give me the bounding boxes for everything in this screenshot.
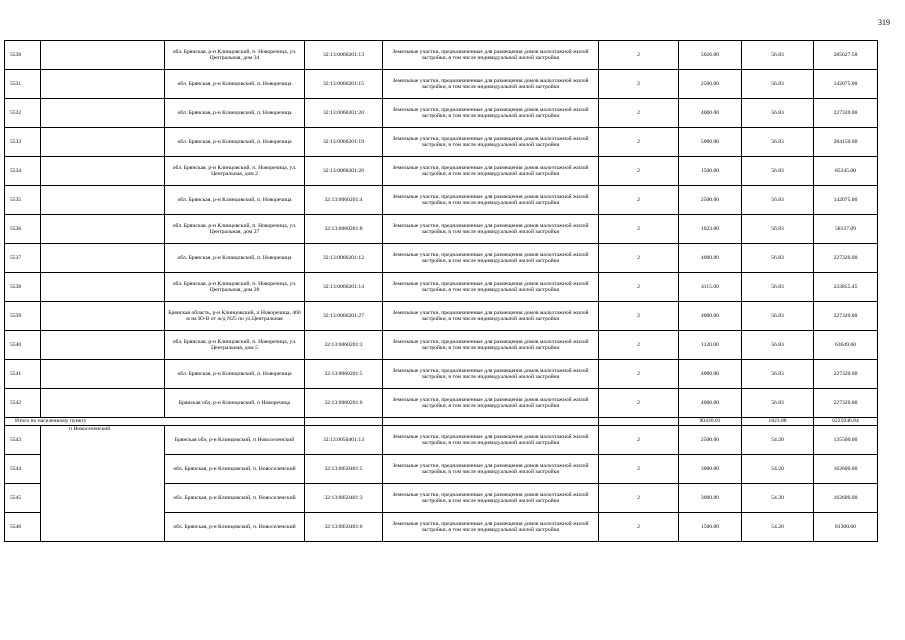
table-row bbox=[5, 331, 878, 360]
group-cell: 2 bbox=[599, 513, 679, 542]
subtotal-area: 90430.01 bbox=[679, 418, 742, 426]
address-cell: Брянская обл, р-н Клинцовский, п Новоселенский bbox=[165, 426, 305, 455]
address-cell: обл. Брянская, р-н Клинцовский, п. Новоречица bbox=[165, 360, 305, 389]
cadastral-number-cell: 32:13:0050401:6 bbox=[305, 513, 383, 542]
empty-cell bbox=[41, 128, 165, 157]
area-cell: 5000.00 bbox=[679, 128, 742, 157]
rate-cell: 56.83 bbox=[742, 186, 814, 215]
rate-cell: 54.20 bbox=[742, 426, 814, 455]
address-cell: Брянская обл, р-н Клинцовский, п Новоречица bbox=[165, 389, 305, 418]
area-cell: 1023.00 bbox=[679, 215, 742, 244]
subtotal-label: Итого по населенному пункту bbox=[5, 418, 305, 426]
row-number-cell: 5537 bbox=[5, 244, 41, 273]
cadastral-number-cell: 32:13:0060201:3 bbox=[305, 331, 383, 360]
subtotal-rate: 1823.88 bbox=[742, 418, 814, 426]
group-cell: 2 bbox=[599, 331, 679, 360]
address-cell: обл. Брянская, р-н Клинцовский, п. Новоречица, ул. Центральная, дом 28 bbox=[165, 273, 305, 302]
table-row bbox=[5, 302, 878, 331]
address-cell: обл. Брянская, р-н Клинцовский, п. Новоречица, ул. Центральная, дом 2 bbox=[165, 157, 305, 186]
area-cell: 4000.00 bbox=[679, 302, 742, 331]
cadastral-value-cell: 162600.00 bbox=[814, 484, 878, 513]
empty-cell bbox=[41, 157, 165, 186]
group-cell: 2 bbox=[599, 157, 679, 186]
cadastral-value-cell: 85245.00 bbox=[814, 157, 878, 186]
empty-cell bbox=[41, 302, 165, 331]
table-row bbox=[5, 360, 878, 389]
address-cell: обл. Брянская, р-н Клинцовский, п. Новоселенский bbox=[165, 484, 305, 513]
rate-cell: 56.83 bbox=[742, 128, 814, 157]
cadastral-value-cell: 227320.00 bbox=[814, 244, 878, 273]
cadastral-value-cell: 142075.00 bbox=[814, 186, 878, 215]
cadastral-value-cell: 227320.00 bbox=[814, 99, 878, 128]
cadastral-number-cell: 32:13:0060201:5 bbox=[305, 360, 383, 389]
cadastral-number-cell: 32:13:0060201:15 bbox=[305, 70, 383, 99]
rate-cell: 54.20 bbox=[742, 484, 814, 513]
group-cell: 2 bbox=[599, 426, 679, 455]
empty-cell bbox=[383, 418, 599, 426]
rate-cell: 56.83 bbox=[742, 273, 814, 302]
row-number-cell: 5545 bbox=[5, 484, 41, 513]
rate-cell: 56.83 bbox=[742, 360, 814, 389]
rate-cell: 56.83 bbox=[742, 215, 814, 244]
table-row bbox=[5, 70, 878, 99]
row-number-cell: 5533 bbox=[5, 128, 41, 157]
row-number-cell: 5535 bbox=[5, 186, 41, 215]
row-number-cell: 5540 bbox=[5, 331, 41, 360]
land-use-category-cell: Земельные участки, предназначенные для размещения домов малоэтажной жилой застройки, в том числе индивидуальной жилой застройки bbox=[383, 455, 599, 484]
table-row bbox=[5, 157, 878, 186]
area-cell: 2500.00 bbox=[679, 186, 742, 215]
cadastral-number-cell: 32:13:0060201:12 bbox=[305, 244, 383, 273]
land-use-category-cell: Земельные участки, предназначенные для размещения домов малоэтажной жилой застройки, в том числе индивидуальной жилой застройки bbox=[383, 244, 599, 273]
cadastral-number-cell: 32:13:0060201:19 bbox=[305, 128, 383, 157]
land-use-category-cell: Земельные участки, предназначенные для размещения домов малоэтажной жилой застройки, в том числе индивидуальной жилой застройки bbox=[383, 157, 599, 186]
cadastral-number-cell: 32:13:0060201:20 bbox=[305, 99, 383, 128]
empty-cell bbox=[41, 186, 165, 215]
land-use-category-cell: Земельные участки, предназначенные для размещения домов малоэтажной жилой застройки, в том числе индивидуальной жилой застройки bbox=[383, 273, 599, 302]
area-cell: 4000.00 bbox=[679, 360, 742, 389]
area-cell: 4000.00 bbox=[679, 389, 742, 418]
address-cell: обл. Брянская, р-н Клинцовский, п. Новоречица bbox=[165, 70, 305, 99]
cadastral-number-cell: 32:13:0060201:4 bbox=[305, 186, 383, 215]
cadastral-value-cell: 81300.00 bbox=[814, 513, 878, 542]
cadastral-number-cell: 32:13:0050401:13 bbox=[305, 426, 383, 455]
empty-cell bbox=[41, 244, 165, 273]
group-cell: 2 bbox=[599, 360, 679, 389]
group-cell: 2 bbox=[599, 273, 679, 302]
rate-cell: 56.83 bbox=[742, 331, 814, 360]
rate-cell: 54.20 bbox=[742, 455, 814, 484]
land-use-category-cell: Земельные участки, предназначенные для размещения домов малоэтажной жилой застройки, в том числе индивидуальной жилой застройки bbox=[383, 360, 599, 389]
land-use-category-cell: Земельные участки, предназначенные для размещения домов малоэтажной жилой застройки, в том числе индивидуальной жилой застройки bbox=[383, 70, 599, 99]
group-cell: 2 bbox=[599, 99, 679, 128]
rate-cell: 56.83 bbox=[742, 157, 814, 186]
area-cell: 1500.00 bbox=[679, 513, 742, 542]
empty-cell bbox=[305, 418, 383, 426]
row-number-cell: 5530 bbox=[5, 41, 41, 70]
cadastral-value-table bbox=[4, 40, 878, 542]
row-number-cell: 5536 bbox=[5, 215, 41, 244]
settlement-name-cell: п Новоселенский bbox=[41, 426, 165, 542]
cadastral-value-cell: 284150.00 bbox=[814, 128, 878, 157]
land-use-category-cell: Земельные участки, предназначенные для размещения домов малоэтажной жилой застройки, в том числе индивидуальной жилой застройки bbox=[383, 513, 599, 542]
row-number-cell: 5534 bbox=[5, 157, 41, 186]
cadastral-value-cell: 285627.58 bbox=[814, 41, 878, 70]
empty-cell bbox=[41, 273, 165, 302]
cadastral-number-cell: 32:13:0050401:3 bbox=[305, 484, 383, 513]
cadastral-value-cell: 227320.00 bbox=[814, 389, 878, 418]
area-cell: 3000.00 bbox=[679, 455, 742, 484]
empty-cell bbox=[599, 418, 679, 426]
empty-cell bbox=[41, 41, 165, 70]
area-cell: 3000.00 bbox=[679, 484, 742, 513]
address-cell: обл. Брянская, р-н Клинцовский, п. Новоселенский bbox=[165, 455, 305, 484]
row-number-cell: 5531 bbox=[5, 70, 41, 99]
group-cell: 2 bbox=[599, 128, 679, 157]
area-cell: 1120.00 bbox=[679, 331, 742, 360]
empty-cell bbox=[41, 70, 165, 99]
subtotal-row bbox=[5, 418, 878, 426]
row-number-cell: 5541 bbox=[5, 360, 41, 389]
table-row bbox=[5, 186, 878, 215]
area-cell: 5026.00 bbox=[679, 41, 742, 70]
land-use-category-cell: Земельные участки, предназначенные для размещения домов малоэтажной жилой застройки, в том числе индивидуальной жилой застройки bbox=[383, 186, 599, 215]
subtotal-value: 6225946.84 bbox=[814, 418, 878, 426]
land-use-category-cell: Земельные участки, предназначенные для размещения домов малоэтажной жилой застройки, в том числе индивидуальной жилой застройки bbox=[383, 331, 599, 360]
table-row bbox=[5, 215, 878, 244]
table-row bbox=[5, 244, 878, 273]
cadastral-number-cell: 32:13:0060201:6 bbox=[305, 389, 383, 418]
land-use-category-cell: Земельные участки, предназначенные для размещения домов малоэтажной жилой застройки, в том числе индивидуальной жилой застройки bbox=[383, 302, 599, 331]
table-row bbox=[5, 128, 878, 157]
rate-cell: 56.83 bbox=[742, 70, 814, 99]
area-cell: 1500.00 bbox=[679, 157, 742, 186]
page-number: 319 bbox=[878, 18, 890, 27]
row-number-cell: 5532 bbox=[5, 99, 41, 128]
table-row bbox=[5, 99, 878, 128]
cadastral-number-cell: 32:13:0060201:27 bbox=[305, 302, 383, 331]
area-cell: 4000.00 bbox=[679, 99, 742, 128]
rate-cell: 54.20 bbox=[742, 513, 814, 542]
row-number-cell: 5546 bbox=[5, 513, 41, 542]
group-cell: 2 bbox=[599, 389, 679, 418]
group-cell: 2 bbox=[599, 302, 679, 331]
address-cell: Брянская область, р-н Клинцовский, п Новоречица, 460 м на Ю-В от ж/д N25 по ул.Центральная bbox=[165, 302, 305, 331]
address-cell: обл. Брянская, р-н Клинцовский, п. Новоречица bbox=[165, 244, 305, 273]
address-cell: обл. Брянская, р-н Клинцовский, п. Новоречица, ул. Центральная, дом 5 bbox=[165, 331, 305, 360]
cadastral-value-cell: 63649.60 bbox=[814, 331, 878, 360]
empty-cell bbox=[41, 331, 165, 360]
cadastral-value-cell: 162600.00 bbox=[814, 455, 878, 484]
rate-cell: 56.83 bbox=[742, 302, 814, 331]
group-cell: 2 bbox=[599, 41, 679, 70]
group-cell: 2 bbox=[599, 244, 679, 273]
rate-cell: 56.83 bbox=[742, 244, 814, 273]
cadastral-number-cell: 32:13:0060201:13 bbox=[305, 41, 383, 70]
rate-cell: 56.83 bbox=[742, 389, 814, 418]
address-cell: обл. Брянская, р-н Клинцовский, п. Новоречица bbox=[165, 99, 305, 128]
land-use-category-cell: Земельные участки, предназначенные для размещения домов малоэтажной жилой застройки, в том числе индивидуальной жилой застройки bbox=[383, 389, 599, 418]
group-cell: 2 bbox=[599, 484, 679, 513]
group-cell: 2 bbox=[599, 70, 679, 99]
rate-cell: 56.83 bbox=[742, 99, 814, 128]
empty-cell bbox=[41, 99, 165, 128]
cadastral-value-cell: 135500.00 bbox=[814, 426, 878, 455]
table-row bbox=[5, 41, 878, 70]
area-cell: 4115.00 bbox=[679, 273, 742, 302]
area-cell: 2500.00 bbox=[679, 426, 742, 455]
cadastral-number-cell: 32:13:0060201:14 bbox=[305, 273, 383, 302]
address-cell: обл. Брянская, р-н Клинцовский, п. Новоречица bbox=[165, 186, 305, 215]
group-cell: 2 bbox=[599, 455, 679, 484]
empty-cell bbox=[41, 360, 165, 389]
land-use-category-cell: Земельные участки, предназначенные для размещения домов малоэтажной жилой застройки, в том числе индивидуальной жилой застройки bbox=[383, 215, 599, 244]
area-cell: 4000.00 bbox=[679, 244, 742, 273]
land-use-category-cell: Земельные участки, предназначенные для размещения домов малоэтажной жилой застройки, в том числе индивидуальной жилой застройки bbox=[383, 128, 599, 157]
row-number-cell: 5543 bbox=[5, 426, 41, 455]
empty-cell bbox=[41, 215, 165, 244]
address-cell: обл. Брянская, р-н Клинцовский, п. Новоселенский bbox=[165, 513, 305, 542]
table-row bbox=[5, 426, 878, 455]
cadastral-number-cell: 32:13:0060201:8 bbox=[305, 215, 383, 244]
empty-cell bbox=[41, 389, 165, 418]
group-cell: 2 bbox=[599, 186, 679, 215]
cadastral-value-cell: 233855.45 bbox=[814, 273, 878, 302]
cadastral-value-cell: 227320.00 bbox=[814, 360, 878, 389]
land-use-category-cell: Земельные участки, предназначенные для размещения домов малоэтажной жилой застройки, в том числе индивидуальной жилой застройки bbox=[383, 99, 599, 128]
rate-cell: 56.83 bbox=[742, 41, 814, 70]
cadastral-value-cell: 227320.00 bbox=[814, 302, 878, 331]
cadastral-value-cell: 142075.00 bbox=[814, 70, 878, 99]
address-cell: обл. Брянская, р-н Клинцовский, п. Новоречица, ул. Центральная, дом 34 bbox=[165, 41, 305, 70]
group-cell: 2 bbox=[599, 215, 679, 244]
cadastral-number-cell: 32:13:0060201:26 bbox=[305, 157, 383, 186]
land-use-category-cell: Земельные участки, предназначенные для размещения домов малоэтажной жилой застройки, в том числе индивидуальной жилой застройки bbox=[383, 426, 599, 455]
cadastral-number-cell: 32:13:0050401:5 bbox=[305, 455, 383, 484]
row-number-cell: 5542 bbox=[5, 389, 41, 418]
table-row bbox=[5, 273, 878, 302]
row-number-cell: 5538 bbox=[5, 273, 41, 302]
cadastral-value-cell: 58137.09 bbox=[814, 215, 878, 244]
land-use-category-cell: Земельные участки, предназначенные для размещения домов малоэтажной жилой застройки, в том числе индивидуальной жилой застройки bbox=[383, 41, 599, 70]
land-use-category-cell: Земельные участки, предназначенные для размещения домов малоэтажной жилой застройки, в том числе индивидуальной жилой застройки bbox=[383, 484, 599, 513]
table-row bbox=[5, 389, 878, 418]
address-cell: обл. Брянская, р-н Клинцовский, п. Новоречица, ул. Центральная, дом 27 bbox=[165, 215, 305, 244]
row-number-cell: 5539 bbox=[5, 302, 41, 331]
row-number-cell: 5544 bbox=[5, 455, 41, 484]
area-cell: 2500.00 bbox=[679, 70, 742, 99]
address-cell: обл. Брянская, р-н Клинцовский, п. Новоречица bbox=[165, 128, 305, 157]
